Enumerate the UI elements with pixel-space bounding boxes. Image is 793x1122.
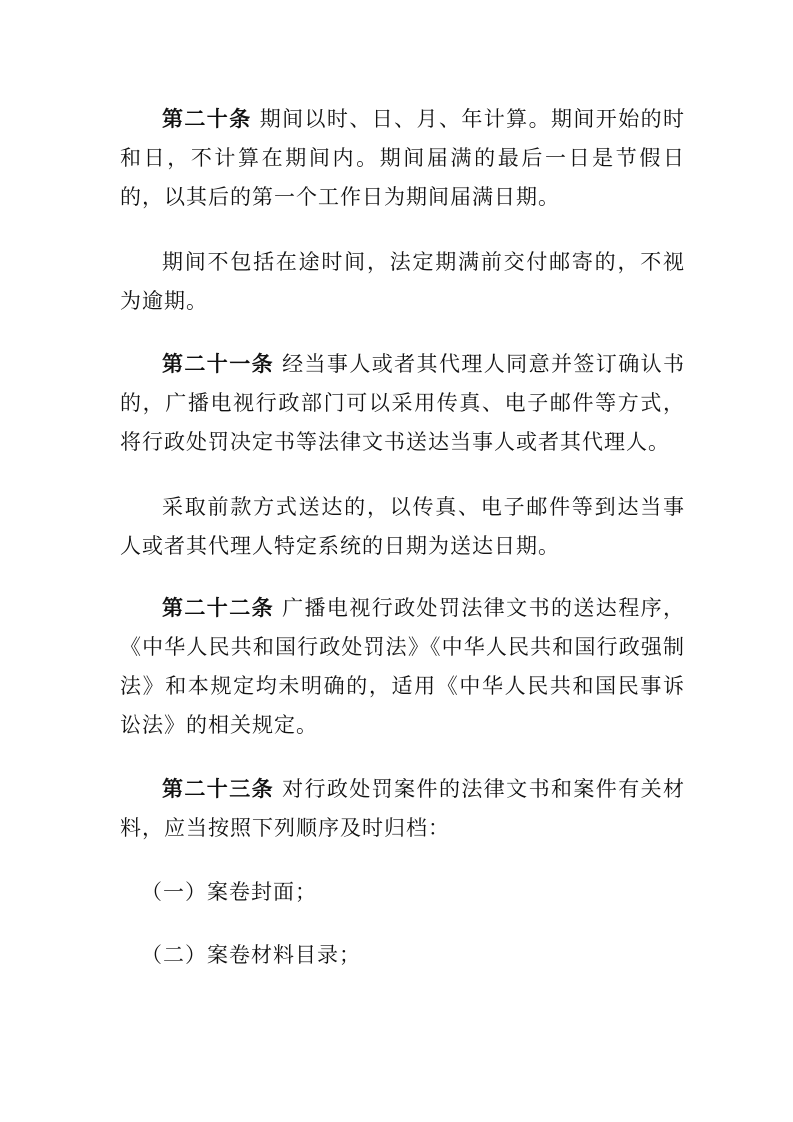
article-number: 第二十三条 [162, 777, 275, 801]
article-number: 第二十一条 [162, 352, 275, 376]
paragraph-text: 期间不包括在途时间，法定期满前交付邮寄的，不视为逾期。 [120, 250, 685, 313]
list-item: （一）案卷封面； [141, 880, 317, 904]
paragraph-article-21 [120, 345, 685, 462]
paragraph-article-20 [120, 100, 685, 217]
paragraph-text: 对行政处罚案件的法律文书和案件有关材料，应当按照下列顺序及时归档： [120, 777, 686, 840]
article-number: 第二十条 [162, 107, 252, 131]
paragraph-article-20-clause-2 [120, 243, 685, 321]
paragraph-text: 采取前款方式送达的，以传真、电子邮件等到达当事人或者其代理人特定系统的日期为送达日期。 [120, 495, 685, 558]
paragraph-article-21-clause-2 [120, 488, 685, 566]
article-number: 第二十二条 [162, 596, 275, 620]
paragraph-article-23 [120, 770, 685, 848]
paragraph-text: 广播电视行政处罚法律文书的送达程序，《中华人民共和国行政处罚法》《中华人民共和国行政强制法》和本规定均未明确的，适用《中华人民共和国民事诉讼法》的相关规定。 [120, 596, 686, 737]
paragraph-article-22 [120, 589, 685, 745]
list-item-2 [120, 936, 685, 975]
paragraph-text: 期间以时、日、月、年计算。期间开始的时和日，不计算在期间内。期间届满的最后一日是节假日的，以其后的第一个工作日为期间届满日期。 [120, 107, 686, 209]
list-item: （二）案卷材料目录； [141, 943, 361, 967]
paragraph-text: 经当事人或者其代理人同意并签订确认书的，广播电视行政部门可以采用传真、电子邮件等方式，将行政处罚决定书等法律文书送达当事人或者其代理人。 [120, 352, 686, 454]
list-item-1 [120, 873, 685, 912]
